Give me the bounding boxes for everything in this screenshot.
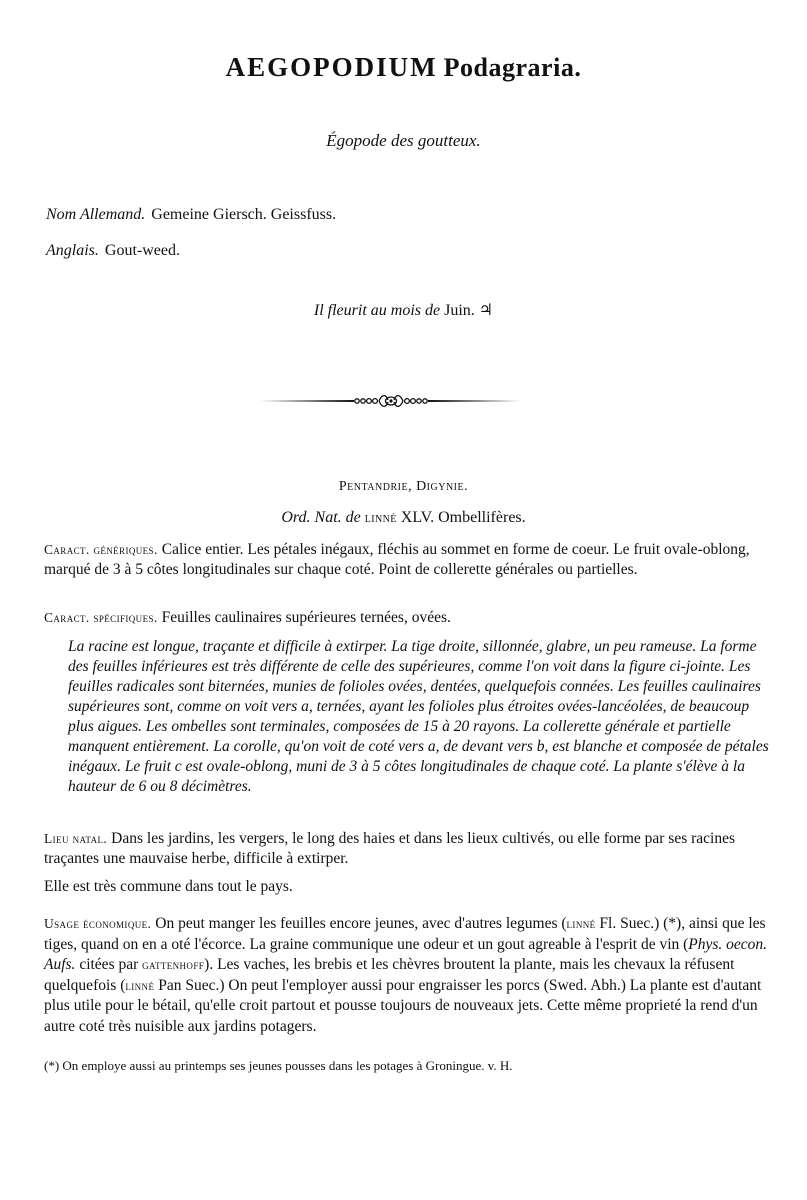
- habitat-text: Dans les jardins, les vergers, le long des haies et dans les lieux cultivés, ou elle forme par ses racines traçantes une mauvaise herbe, difficile à extirper.: [44, 830, 736, 867]
- footnote: (*) On employe aussi au printemps ses jeunes pousses dans les potages à Groningue. v. H.: [44, 1058, 513, 1073]
- usage-author-3: linné: [125, 977, 155, 993]
- german-name-label: Nom Allemand.: [46, 206, 146, 223]
- specific-text: Feuilles caulinaires supérieures ternées, ovées.: [161, 609, 451, 626]
- usage-text-5: Pan Suec.) On peut l'employer aussi pour engraisser les porcs (Swed. Abh.) La plante est d'autant plus utile pour le bétail, qu'elle croit partout et pousse toujours de nouveaux jets. Cette même proprieté la rend d'un autre coté très nuisible aux jardins potagers.: [44, 976, 762, 1035]
- usage-text-2: Fl. Suec.) (*), ainsi que les tiges, quand on en a oté l'écorce. La graine communique une odeur et un gout agreable à l'esprit de vin (: [44, 915, 766, 953]
- specific-label: Caract. spécifiques.: [44, 610, 158, 625]
- genus-name: AEGOPODIUM: [225, 52, 438, 82]
- usage-reference: Phys. oecon. Aufs.: [44, 935, 768, 973]
- english-name-value: Gout-weed.: [104, 242, 180, 259]
- german-name-value: Gemeine Giersch. Geissfuss.: [151, 206, 337, 223]
- habitat: [44, 829, 769, 869]
- usage-author-2: gattenhoff: [142, 957, 205, 972]
- natural-order: [0, 509, 807, 527]
- flowering-line: [0, 300, 807, 320]
- economic-usage: [44, 914, 769, 1037]
- flowering-month: Juin.: [444, 302, 475, 319]
- distribution: Elle est très commune dans tout le pays.: [44, 878, 293, 895]
- specific-characters: [44, 608, 769, 628]
- english-name-row: [46, 242, 180, 260]
- usage-text-4: ). Les vaches, les brebis et les chèvres broutent la plante, mais les chevaux la réfusent quelquefois (: [44, 956, 735, 994]
- usage-text-1: On peut manger les feuilles encore jeunes, avec d'autres legumes (: [155, 915, 567, 932]
- perennial-symbol: ♃: [478, 302, 494, 319]
- french-name: Égopode des goutteux.: [326, 131, 481, 150]
- species-name: Podagraria.: [443, 53, 582, 82]
- habitat-label: Lieu natal.: [44, 831, 108, 846]
- generic-text: Calice entier. Les pétales inégaux, fléchis au sommet en forme de coeur. Le fruit ovale-oblong, marqué de 3 à 5 côtes longitudinales sur chaque coté. Point de collerette générales ou partielles.: [44, 541, 750, 578]
- usage-text-3: citées par: [75, 956, 143, 973]
- usage-author-1: linné: [566, 916, 596, 931]
- german-name-row: [46, 206, 336, 224]
- generic-characters: [44, 540, 769, 580]
- order-suffix: XLV. Ombellifères.: [400, 509, 526, 526]
- ornament-divider-icon: [260, 392, 522, 410]
- description-paragraph: La racine est longue, traçante et difficile à extirper. La tige droite, sillonnée, glabre, un peu rameuse. La forme des feuilles inférieures est très différente de celle des supérieures, comme l'on voit dans la figure ci-jointe. Les feuilles radicales sont biternées, munies de folioles ovées, dentées, quelquefois connées. Les feuilles caulinaires supérieures sont, comme on voit vers a, ternées, ayant les folioles plus étroites ovées-lancéolées, de beaucoup plus aigues. Les ombelles sont terminales, composées de 15 à 20 rayons. La collerette générale et partielle manquent entièrement. La corolle, qu'on voit de coté vers a, de devant vers b, est blanche et composée de pétales inégaux. Le fruit c est ovale-oblong, muni de 3 à 5 côtes longitudinales de chaque coté. La plante s'élève à la hauteur de 6 ou 8 décimètres.: [68, 638, 769, 795]
- usage-label: Usage économique.: [44, 916, 152, 931]
- flowering-text: Il fleurit au mois de: [313, 302, 441, 319]
- page-title: [0, 52, 807, 83]
- generic-label: Caract. génériques.: [44, 542, 158, 557]
- order-prefix: Ord. Nat. de: [281, 509, 361, 526]
- author-name: linné: [364, 510, 397, 525]
- linnaean-class: Pentandrie, Digynie.: [338, 479, 469, 494]
- english-name-label: Anglais.: [46, 242, 99, 259]
